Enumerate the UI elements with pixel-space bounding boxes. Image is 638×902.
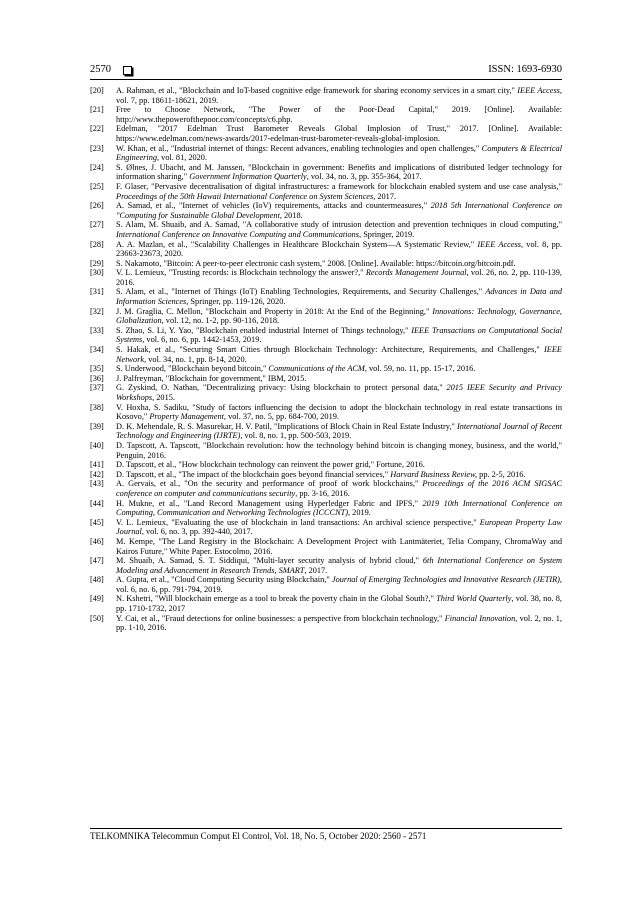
reference-text: , pp. 3-16, 2016.: [295, 488, 350, 498]
reference-number: [41]: [90, 460, 104, 470]
reference-number: [20]: [90, 86, 104, 95]
reference-number: [36]: [90, 373, 104, 383]
reference-item: [90, 403, 562, 422]
reference-text: , vol. 59, no. 11, pp. 15-17, 2016.: [364, 364, 476, 374]
reference-text: , vol. 6, no. 3, pp. 392-440, 2017.: [141, 527, 253, 537]
reference-source: 6th International Conference on System Modeling and Advancement in Research Trends, SMART: [116, 556, 562, 575]
reference-item: [90, 441, 562, 460]
reference-text: S. Alam, et al., "Internet of Things (IoT) Enabling Technologies, Requirements, and Security Challenges,": [116, 287, 486, 297]
reference-text: pp. 2-5, 2016.: [477, 469, 526, 479]
reference-item: [90, 345, 562, 364]
reference-number: [38]: [90, 402, 104, 412]
reference-text: , 2019.: [348, 508, 371, 518]
reference-text: , vol. 38, no. 8, pp. 1710-1732, 2017: [116, 594, 562, 614]
reference-source: IEEE Network: [116, 345, 562, 364]
reference-item: [90, 307, 562, 326]
reference-number: [46]: [90, 536, 104, 546]
reference-number: [48]: [90, 575, 104, 585]
reference-text: , 2017.: [304, 565, 328, 575]
reference-item: [90, 201, 562, 220]
reference-item: [90, 240, 562, 259]
reference-text: , vol. 34, no. 3, pp. 355-364, 2017.: [306, 172, 422, 182]
reference-source: Third World Quarterly: [436, 594, 512, 604]
reference-item: [90, 374, 562, 384]
reference-item: [90, 499, 562, 518]
reference-item: [90, 614, 562, 633]
reference-text: S. Nakamoto, "Bitcoin: A peer-to-peer electronic cash system," 2008. [Online]. Available: https://bitcoin.org/bitcoin.pdf.: [116, 258, 516, 268]
reference-item: [90, 364, 562, 374]
reference-number: [34]: [90, 345, 104, 355]
reference-item: [90, 259, 562, 269]
reference-item: [90, 220, 562, 239]
reference-number: [50]: [90, 613, 104, 623]
reference-source: Proceedings of the 50th Hawaii International Conference on System Sciences,: [116, 191, 376, 201]
reference-number: [21]: [90, 105, 104, 115]
reference-text: D. Tapscott, et al., "How blockchain technology can reinvent the power grid," Fortune, 2016.: [116, 460, 425, 470]
reference-item: [90, 124, 562, 143]
reference-text: S. Alam, M. Shuaib, and A. Samad, "A collaborative study of intrusion detection and prevention techniques in cloud computing,": [116, 220, 562, 230]
header-rule: [90, 79, 562, 80]
reference-item: [90, 144, 562, 163]
reference-number: [22]: [90, 124, 104, 134]
reference-text: N. Kshetri, "Will blockchain emerge as a tool to break the poverty chain in the Global South?,": [116, 594, 437, 604]
reference-item: [90, 86, 562, 105]
reference-text: W. Khan, et al., "Industrial internet of things: Recent advances, enabling technologies and open challenges,": [116, 143, 482, 153]
reference-number: [23]: [90, 143, 104, 153]
reference-text: , vol. 7, pp. 18611-18621, 2019.: [116, 86, 562, 105]
reference-text: V. L. Lemieux, "Trusting records: is Blockchain technology the answer?,": [116, 268, 366, 278]
reference-number: [30]: [90, 268, 104, 278]
reference-item: [90, 460, 562, 470]
reference-text: , vol. 81, 2020.: [157, 153, 208, 163]
reference-source: Advances in Data and Information Sciences: [116, 287, 562, 307]
reference-source: Financial Innovation,: [444, 613, 518, 623]
reference-number: [31]: [90, 287, 104, 297]
reference-source: 2019 10th International Conference on Computing, Communication and Networking Technologies (ICCCNT): [116, 498, 562, 518]
reference-source: Journal of Emerging Technologies and Innovative Research (JETIR),: [331, 575, 562, 585]
reference-source: Communications of the ACM: [268, 364, 365, 374]
reference-item: [90, 556, 562, 575]
reference-item: [90, 422, 562, 441]
reference-text: vol. 12, no. 1-2, pp. 90-116, 2018.: [163, 316, 280, 326]
reference-item: [90, 575, 562, 594]
reference-text: vol. 26, no. 2, pp. 110-139, 2016.: [116, 268, 562, 287]
reference-text: 2018.: [281, 210, 303, 220]
reference-text: H. Mukne, et al., "Land Record Management using Hyperledger Fabric and IPFS,": [116, 498, 423, 508]
reference-source: 2015 IEEE Security and Privacy Workshops: [116, 383, 562, 402]
reference-item: [90, 163, 562, 182]
reference-source: Proceedings of the 2016 ACM SIGSAC conference on computer and communications security: [116, 479, 562, 498]
reference-source: IEEE Access: [517, 86, 560, 95]
reference-text: , vol. 8, pp. 23663-23673, 2020.: [116, 239, 562, 259]
reference-source: 2018 5th International Conference on "Computing for Sustainable Global Development,: [116, 201, 562, 220]
reference-item: [90, 326, 562, 345]
reference-text: S. Ølnes, J. Ubacht, and M. Janssen, "Blockchain in government: Benefits and implications of distributed ledger technology for information sharing,": [116, 162, 562, 182]
reference-text: V. L. Lemieux, "Evaluating the use of blockchain in land transactions: An archival science perspective,": [116, 517, 480, 527]
reference-text: vol. 37, no. 5, pp. 684-700, 2019.: [226, 412, 339, 422]
reference-number: [44]: [90, 498, 104, 508]
reference-source: IEEE Transactions on Computational Social Systems: [116, 325, 562, 345]
reference-text: D. K. Mehendale, R. S. Masurekar, H. V. Patil, "Implications of Block Chain in Real Estate Industry,": [116, 421, 457, 431]
reference-text: S. Zhao, S. Li, Y. Yao, "Blockchain enabled industrial Internet of Things technology,": [116, 325, 412, 335]
reference-item: [90, 268, 562, 287]
reference-text: A. Samad, et al., "Internet of vehicles (IoV) requirements, attacks and countermeasures,": [116, 201, 431, 211]
reference-text: , vol. 6, no. 6, pp. 1442-1453, 2019.: [142, 335, 262, 345]
reference-text: Edelman, "2017 Edelman Trust Barometer Reveals Global Implosion of Trust," 2017. [Online]. Available: https://www.edelman.com/news-awards/2017-edelman-trust-barometer-reveals-global-implosion.: [116, 124, 562, 143]
reference-text: vol. 2, no. 1, pp. 1-10, 2016.: [116, 613, 562, 633]
reference-source: Computers & Electrical Engineering: [116, 143, 563, 163]
reference-item: [90, 470, 562, 480]
reference-text: A. Gupta, et al., "Cloud Computing Security using Blockchain,": [116, 575, 332, 585]
reference-item: [90, 537, 562, 556]
reference-number: [35]: [90, 364, 104, 374]
reference-number: [33]: [90, 325, 104, 335]
reference-text: vol. 6, no. 6, pp. 791-794, 2019.: [116, 584, 223, 594]
square-icon: [123, 66, 132, 75]
reference-item: [90, 287, 562, 306]
reference-item: [90, 479, 562, 498]
reference-text: S. Hakak, et al., "Securing Smart Cities through Blockchain Technology: Architecture, Requirements, and Challenges,": [116, 345, 545, 355]
footer-rule: [90, 828, 562, 829]
issn: ISSN: 1693-6930: [488, 64, 562, 75]
page-number: 2570: [90, 64, 111, 75]
reference-text: D. Tapscott, et al., "The impact of the blockchain goes beyond financial services,": [116, 469, 391, 479]
footer-text: TELKOMNIKA Telecommun Comput El Control, Vol. 18, No. 5, October 2020: 2560 - 2571: [90, 831, 427, 841]
reference-number: [32]: [90, 306, 104, 316]
page-header: [90, 64, 562, 78]
reference-number: [49]: [90, 594, 104, 604]
reference-number: [24]: [90, 162, 104, 172]
reference-number: [26]: [90, 201, 104, 211]
reference-number: [45]: [90, 517, 104, 527]
reference-number: [47]: [90, 556, 104, 566]
reference-text: , vol. 34, no. 1, pp. 8-14, 2020.: [144, 354, 247, 364]
reference-number: [37]: [90, 383, 104, 393]
reference-text: S. Underwood, "Blockchain beyond bitcoin,": [116, 364, 269, 374]
reference-source: Records Management Journal,: [365, 268, 469, 278]
reference-text: M. Shuaib, A. Samad, S. T. Siddiqui, "Multi-layer security analysis of hybrid cloud,": [116, 556, 423, 566]
reference-text: A. Gervais, et al., "On the security and performance of proof of work blockchains,": [116, 479, 423, 489]
reference-item: [90, 518, 562, 537]
reference-text: 2017.: [375, 191, 397, 201]
reference-number: [29]: [90, 258, 104, 268]
reference-text: , 2015.: [152, 393, 175, 402]
reference-source: Government Information Quarterly: [189, 172, 307, 182]
reference-text: J. Palfreyman, "Blockchain for government," IBM, 2015.: [116, 373, 307, 383]
reference-number: [27]: [90, 220, 104, 230]
reference-number: [40]: [90, 440, 104, 450]
reference-text: Free to Choose Network, "The Power of the Poor-Dead Capital," 2019. [Online]. Available: http://www.thepowerofthepoor.com/concepts/c6.php.: [116, 105, 562, 124]
reference-source: European Property Law Journal: [116, 517, 563, 537]
reference-source: Harvard Business Review,: [390, 469, 478, 479]
reference-text: J. M. Graglia, C. Mellon, "Blockchain and Property in 2018: At the End of the Beginning,": [116, 306, 433, 316]
reference-text: D. Tapscott, A. Tapscott, "Blockchain revolution: how the technology behind bitcoin is changing money, business, and the world," Penguin, 2016.: [116, 440, 562, 460]
reference-number: [25]: [90, 181, 104, 191]
reference-source: Property Management,: [149, 412, 227, 422]
reference-text: Y. Cai, et al., "Fraud detections for online businesses: a perspective from blockchain technology,": [116, 613, 445, 623]
reference-number: [43]: [90, 479, 104, 489]
reference-source: IEEE Access: [477, 239, 521, 249]
reference-text: A. A. Mazlan, et al., "Scalability Challenges in Healthcare Blockchain System—A Systematic Review,": [116, 239, 478, 249]
reference-text: M. Kempe, "The Land Registry in the Blockchain: A Development Project with Lantmäteriet, Telia Company, ChromaWay and Kairos Future," White Paper. Estocolmo, 2016.: [116, 536, 562, 556]
reference-item: [90, 594, 562, 613]
reference-number: [42]: [90, 469, 104, 479]
reference-text: , Springer, 2019.: [359, 229, 415, 239]
reference-text: A. Rahman, et al., "Blockchain and IoT-based cognitive edge framework for sharing economy services in a smart city,": [116, 86, 518, 95]
reference-text: V. Hoxha, S. Sadiku, "Study of factors influencing the decision to adopt the blockchain technology in real estate transactions in Kosovo,": [116, 402, 562, 422]
reference-list: [90, 86, 562, 633]
reference-number: [28]: [90, 239, 104, 249]
reference-source: International Conference on Innovative Computing and Communications: [116, 229, 360, 239]
reference-source: International Journal of Recent Technology and Engineering (IJRTE): [116, 421, 562, 441]
reference-number: [39]: [90, 421, 104, 431]
reference-item: [90, 383, 562, 402]
reference-text: G. Zyskind, O. Nathan, "Decentralizing privacy: Using blockchain to protect personal data,": [116, 383, 447, 393]
reference-item: [90, 105, 562, 124]
reference-item: [90, 182, 562, 201]
reference-text: , Springer, pp. 119-126, 2020.: [186, 297, 286, 307]
reference-text: F. Glaser, "Pervasive decentralisation of digital infrastructures: a framework for blockchain enabled system and use case analysis,": [116, 181, 562, 191]
reference-text: , vol. 8, no. 1, pp. 500-503, 2019.: [240, 431, 352, 441]
reference-source: Innovations: Technology, Governance, Globalization,: [116, 306, 562, 326]
